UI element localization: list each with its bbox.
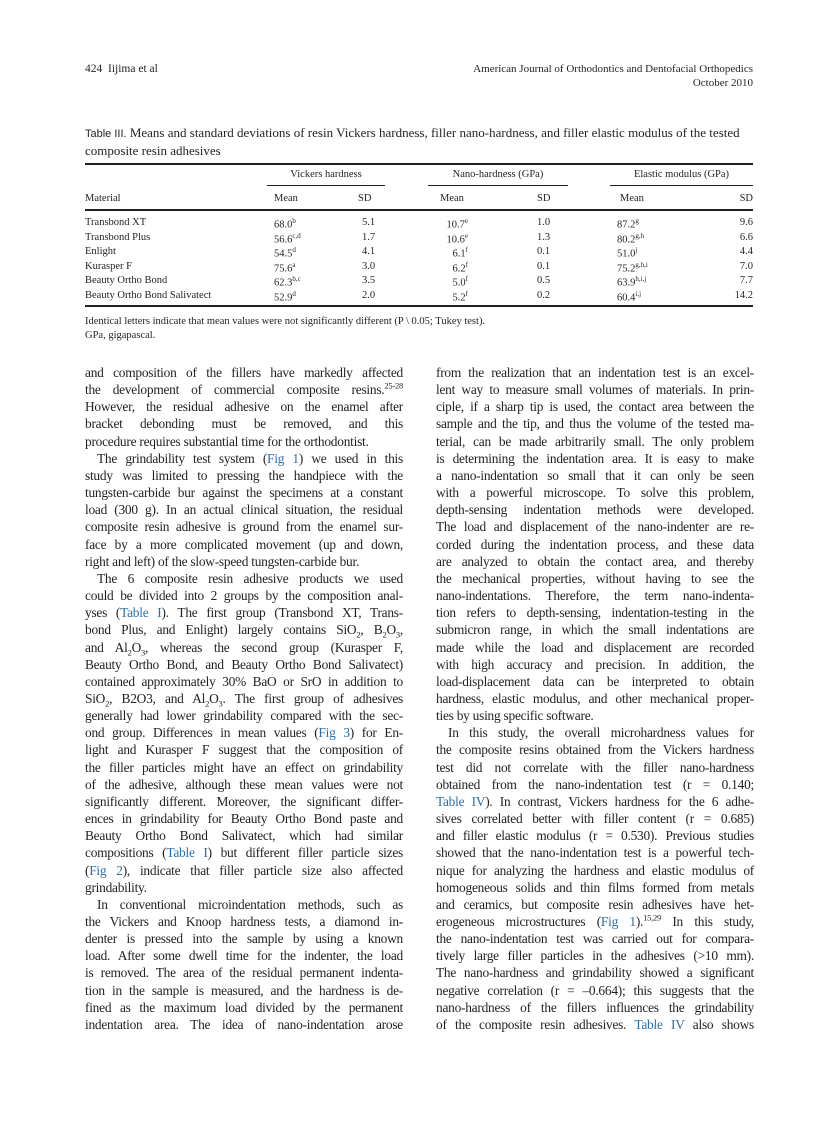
vickers-mean-cell [274, 232, 301, 246]
cell-value: 51.0 [617, 248, 636, 260]
vickers-sd-cell [362, 261, 375, 272]
text-line: obtained from the nano-indentation test (r = 0.140; [436, 776, 754, 792]
cell-value: 56.6 [274, 234, 293, 245]
figure-table-link[interactable]: Table I [166, 845, 208, 861]
figure-table-link[interactable]: Table IV [634, 1016, 685, 1032]
text-line: indentation area. The idea of nano-indentation arose [85, 1016, 403, 1032]
text-line: the nano-indentation test was carried out for compara- [436, 931, 754, 947]
subscript: 2 [127, 647, 132, 658]
text-line: showed that the nano-indentation test is a powerful tech- [436, 845, 754, 861]
text-line: is removed. The area of the residual permanent indenta- [85, 965, 403, 981]
table-footnote: GPa, gigapascal. [85, 330, 156, 341]
elastic-mean-cell [617, 232, 644, 246]
elastic-mean-cell [617, 217, 639, 231]
significance-letters: d [292, 289, 296, 298]
significance-letters: e [464, 231, 468, 240]
nano-sd-cell [537, 232, 550, 243]
table-caption-text: Means and standard deviations of resin Vickers hardness, filler nano-hardness, and filler elastic modulus of the tested composite resin adhesives [85, 125, 740, 158]
significance-letters: i,j [635, 289, 642, 298]
cell-value: 10.7 [446, 219, 465, 231]
nano-sd-cell [537, 261, 550, 272]
elastic-sd-cell [740, 246, 753, 257]
paragraph [436, 364, 754, 724]
nano-sd-cell [537, 217, 550, 228]
cell-value: 3.5 [362, 275, 376, 286]
vickers-sd-cell [362, 290, 375, 301]
significance-letters: j [635, 246, 638, 254]
material-cell [85, 246, 116, 257]
significance-letters: b,c [292, 275, 301, 283]
elastic-sd-cell [740, 232, 753, 243]
text-line: depth-sensing indentation methods were developed. [436, 502, 754, 518]
text-line: contained approximately 30% BaO or SrO in addition to [85, 673, 403, 689]
paragraph [436, 724, 754, 1033]
vickers-sd-cell [362, 246, 375, 257]
subscript: 2 [105, 698, 110, 709]
text-line: and $Al_2O_3$, whereas the second group (Kurasper F, [85, 639, 403, 658]
text-line: grindability. [85, 879, 147, 895]
nano-mean-cell [453, 261, 468, 275]
nano-sd-cell [537, 290, 550, 301]
text-line: erogeneous microstructures (Fig 1).$^{15,29}$ In this study, [436, 912, 755, 929]
cell-value: Transbond XT [85, 217, 147, 228]
text-line: fined as the maximum load divided by the permanent [85, 999, 403, 1015]
elastic-sd-cell [740, 217, 753, 228]
text-line: nano-indentations. Therefore, the term nano-indenta- [436, 588, 754, 604]
subscript: 3 [141, 647, 145, 658]
cell-value: 6.2 [452, 263, 466, 274]
significance-letters: c,d [292, 231, 301, 240]
elastic-sd-cell [740, 261, 753, 272]
journal-name: American Journal of Orthodontics and Dentofacial Orthopedics [473, 63, 753, 75]
body-column-left [85, 364, 403, 1033]
text-line: face by a more complicated movement (up and down, [85, 536, 403, 552]
cell-value: Beauty Ortho Bond Salivatect [85, 289, 212, 301]
text-line: load. After some dwell time for the indenter, the load [85, 948, 403, 964]
text-line: Beauty Ortho Bond Salivatect, which had similar [85, 828, 403, 844]
cell-value: 6.1 [452, 248, 466, 260]
column-group-header: Nano-hardness (GPa) [452, 169, 544, 180]
cell-value: 3.0 [362, 260, 376, 272]
text-line: However, the residual adhesive on the enamel after [85, 399, 403, 415]
text-line: ciple, if a sharp tip is used, the contact area between the [436, 399, 754, 415]
text-line: The load and displacement of the nano-indenter are re- [436, 519, 754, 535]
significance-letters: g [635, 217, 639, 225]
text-line: (Fig 2), indicate that filler particle size also affected [85, 862, 403, 878]
cell-value: 1.7 [362, 231, 376, 243]
table-bottom-rule [85, 305, 753, 307]
significance-letters: b [292, 217, 296, 225]
running-header-right [473, 63, 753, 89]
text-line: ties by using specific software. [436, 708, 594, 724]
text-line: the mechanical properties, without having to see the [436, 570, 754, 586]
figure-table-link[interactable]: Fig 3 [318, 725, 350, 741]
paragraph [85, 364, 403, 450]
paragraph [85, 570, 403, 896]
text-line: the composite resins obtained from the Vickers hardness [436, 742, 754, 758]
cell-value: Kurasper F [85, 260, 132, 272]
cell-value: 62.3 [274, 277, 293, 289]
text-line: composite resin adhesive is ground from the enamel sur- [85, 519, 403, 535]
cell-value: 0.5 [537, 275, 551, 286]
cell-value: 7.7 [739, 275, 753, 286]
text-line: homogeneous solids and thin films formed from metals [436, 879, 754, 895]
cell-value: 5.1 [362, 217, 376, 228]
column-header-sd: SD [739, 193, 753, 204]
text-line: tion refers to depth-sensing, indentation-testing in the [436, 605, 754, 621]
issue-date: October 2010 [692, 77, 753, 89]
significance-letters: a [292, 260, 296, 269]
text-line: yses (Table I). The first group (Transbond XT, Trans- [85, 605, 403, 621]
cell-value: 4.4 [739, 246, 753, 257]
text-line: are analyzed to obtain the contact area, and thereby [436, 553, 754, 569]
text-line: Beauty Ortho Bond, and Beauty Ortho Bond Salivatect) [85, 656, 403, 672]
significance-letters: f [465, 260, 468, 269]
cell-value: Transbond Plus [85, 231, 151, 243]
text-line: procedure requires substantial time for the orthodontist. [85, 433, 369, 449]
cell-value: 6.6 [739, 231, 753, 243]
elastic-sd-cell [740, 275, 753, 286]
table-label: Table III. [85, 128, 127, 140]
nano-sd-cell [537, 275, 550, 286]
text-line: denter is pressed into the sample by using a known [85, 931, 403, 947]
text-line: with a powerful microscope. To solve this problem, [436, 485, 754, 501]
column-header-material: Material [85, 193, 121, 204]
cell-value: 5.0 [452, 277, 466, 289]
text-line: significantly different. Moreover, the significant differ- [85, 793, 403, 809]
text-line: In conventional microindentation methods, such as [97, 896, 403, 912]
text-line: from the realization that an indentation test is an excel- [436, 365, 754, 380]
column-group-header: Vickers hardness [290, 169, 362, 180]
subscript: 3 [218, 698, 223, 709]
cell-value: 68.0 [274, 219, 293, 231]
text-line: negative correlation (r = –0.664); this suggests that the [436, 982, 754, 998]
text-line: could be divided into 2 groups by the composition anal- [85, 588, 403, 604]
significance-letters: e [464, 217, 468, 225]
running-header-left [85, 63, 158, 75]
vickers-mean-cell [274, 275, 301, 289]
text-line: load (300 g). In an actual clinical situation, the residual [85, 502, 403, 518]
subscript: 2 [356, 630, 361, 641]
nano-mean-cell [453, 290, 468, 304]
column-header-sd: SD [537, 193, 551, 204]
text-line: The 6 composite resin adhesive products we used [97, 570, 403, 586]
text-line: right and left) of the slow-speed tungsten-carbide bur. [85, 553, 360, 569]
nano-mean-cell [453, 275, 468, 289]
cell-value: 2.0 [362, 289, 376, 301]
cell-value: 60.4 [617, 292, 636, 303]
cell-value: 1.3 [537, 231, 551, 243]
cell-value: 75.2 [617, 263, 636, 274]
column-header-mean: Mean [440, 193, 464, 204]
subscript: 2 [205, 698, 210, 709]
nano-sd-cell [537, 246, 550, 257]
significance-letters: h,i,j [635, 275, 647, 283]
material-cell [85, 290, 211, 301]
text-line: terial, can be made arbitrarily small. The only problem [436, 433, 754, 449]
vickers-mean-cell [274, 290, 296, 304]
table-caption [85, 125, 755, 158]
text-line: sives correlated better with filler content (r = 0.685) [436, 811, 754, 827]
text-line: ond group. Differences in mean values (Fig 3) for En- [85, 725, 403, 741]
text-line: tively large filler particles in the adhesives (>10 mm). [436, 948, 754, 964]
figure-table-link[interactable]: Fig 2 [89, 862, 123, 878]
text-line: and filler elastic modulus (r = 0.530). Previous studies [436, 828, 754, 844]
table-footnote: Identical letters indicate that mean values were not significantly different (P \ 0.05; Tukey test). [85, 316, 486, 327]
text-line: bond Plus, and Enlight) largely contains SiO$_2$, $B_2O_3$, [85, 622, 403, 641]
column-header-mean: Mean [274, 193, 298, 204]
text-line: nique for analyzing the hardness and elastic modulus of [436, 862, 754, 878]
figure-table-link[interactable]: Fig 1 [267, 450, 299, 466]
material-cell [85, 232, 150, 243]
text-line: corded during the indentation process, and these data [436, 536, 754, 552]
text-line: made while the load and displacement are recorded [436, 639, 754, 655]
text-line: light and Kurasper F suggest that the composition of [85, 742, 403, 758]
column-header-mean: Mean [620, 193, 644, 204]
group-underline [267, 185, 385, 186]
text-line: test did not correlate with the filler nano-hardness [436, 759, 754, 775]
citation-superscript: 15,29 [643, 912, 661, 923]
text-line: submicron range, in which the small indentations are [436, 622, 754, 638]
figure-table-link[interactable]: Fig 1 [600, 914, 636, 929]
text-line: with high accuracy and precision. In addition, the [436, 656, 754, 672]
text-line: tion in the sample is measured, and the hardness is de- [85, 982, 403, 998]
subscript: 2 [382, 630, 387, 641]
elastic-mean-cell [617, 261, 648, 275]
significance-letters: g,h,i [635, 260, 648, 269]
text-line: generally had lower grindability compared with the sec- [85, 708, 403, 724]
text-line: sample and the tip, and thus the volume of the tested ma- [436, 416, 754, 432]
significance-letters: f [465, 289, 468, 298]
cell-value: 14.2 [734, 289, 753, 301]
material-cell [85, 261, 132, 272]
subscript: 3 [395, 630, 400, 641]
text-line: lent way to measure small volumes of materials. In prin- [436, 382, 754, 398]
text-line: study was limited to pressing the handpiece with the [85, 467, 403, 483]
text-line: Table IV). In contrast, Vickers hardness for the 6 adhe- [436, 793, 754, 809]
text-line: is determining the indentation area. It is easy to make [436, 450, 754, 466]
text-line: of the composite resin adhesives. Table IV also shows [436, 1016, 754, 1032]
paragraph [85, 450, 403, 570]
group-underline [428, 185, 568, 186]
cell-value: Beauty Ortho Bond [85, 275, 168, 286]
elastic-mean-cell [617, 290, 641, 304]
text-line: nano-hardness of the fillers influences the grindability [436, 999, 754, 1015]
text-line: the development of commercial composite resins.$^{25-28}$ [85, 380, 403, 398]
nano-mean-cell [447, 217, 468, 231]
elastic-mean-cell [617, 275, 646, 289]
figure-table-link[interactable]: Table I [120, 605, 162, 621]
body-column-right [436, 364, 754, 1033]
text-line: SiO$_2$, B2O3, and $Al_2O_3$. The first group of adhesives [85, 690, 404, 709]
table-header-rule [85, 209, 753, 211]
vickers-mean-cell [274, 261, 295, 275]
cell-value: 1.0 [537, 217, 551, 228]
material-cell [85, 275, 167, 286]
text-line: The grindability test system (Fig 1) we used in this [97, 450, 403, 466]
cell-value: Enlight [85, 246, 116, 257]
text-line: compositions (Table I) but different filler particle sizes [85, 845, 403, 861]
cell-value: 10.6 [446, 234, 465, 245]
significance-letters: f [465, 246, 468, 254]
text-line: In this study, the overall microhardness values for [448, 725, 754, 741]
vickers-sd-cell [362, 232, 375, 243]
nano-mean-cell [447, 232, 468, 246]
vickers-mean-cell [274, 246, 296, 260]
elastic-mean-cell [617, 246, 637, 260]
cell-value: 9.6 [739, 217, 753, 228]
text-line: The nano-hardness and grindability showed a significant [436, 965, 754, 981]
table-top-rule [85, 163, 753, 165]
elastic-sd-cell [735, 290, 753, 301]
text-line: of the adhesive, although these mean values were not [85, 776, 403, 792]
column-header-sd: SD [358, 193, 372, 204]
text-line: and ceramics, but composite resin adhesives have het- [436, 896, 754, 912]
text-line: bracket debonding must be removed, and this [85, 416, 403, 432]
cell-value: 0.2 [537, 289, 551, 301]
cell-value: 0.1 [537, 246, 551, 257]
text-line: the Vickers and Knoop hardness tests, a diamond in- [85, 914, 403, 929]
significance-letters: d [292, 246, 296, 254]
cell-value: 87.2 [617, 219, 636, 231]
text-line: tungsten-carbide bur against the specimens at a constant [85, 485, 403, 501]
cell-value: 0.1 [537, 260, 551, 272]
figure-table-link[interactable]: Table IV [436, 793, 486, 809]
vickers-sd-cell [362, 275, 375, 286]
text-line: a nano-indentation so small that it can only be seen [436, 467, 754, 483]
cell-value: 7.0 [739, 260, 753, 272]
cell-value: 52.9 [274, 292, 293, 303]
cell-value: 63.9 [617, 277, 636, 289]
cell-value: 4.1 [362, 246, 376, 257]
significance-letters: f [465, 275, 468, 283]
paragraph [85, 896, 403, 1033]
text-line: ences in grindability for Beauty Ortho Bond paste and [85, 811, 403, 827]
cell-value: 54.5 [274, 248, 293, 260]
significance-letters: g,h [635, 231, 645, 240]
vickers-mean-cell [274, 217, 296, 231]
vickers-sd-cell [362, 217, 375, 228]
text-line: load-displacement data can be interpreted to obtain [436, 673, 754, 689]
authors: Iijima et al [108, 63, 158, 75]
cell-value: 5.2 [452, 292, 466, 303]
cell-value: 75.6 [274, 263, 293, 274]
group-underline [610, 185, 753, 186]
citation-superscript: 25-28 [384, 380, 403, 391]
text-line: and composition of the fillers have markedly affected [85, 365, 403, 380]
column-group-header: Elastic modulus (GPa) [633, 169, 730, 180]
nano-mean-cell [453, 246, 468, 260]
text-line: hardness, elastic modulus, and other mechanical proper- [436, 690, 754, 706]
material-cell [85, 217, 146, 228]
page-number: 424 [85, 63, 103, 75]
text-line: the filler particles might have an effect on grindability [85, 759, 403, 775]
cell-value: 80.2 [617, 234, 636, 245]
